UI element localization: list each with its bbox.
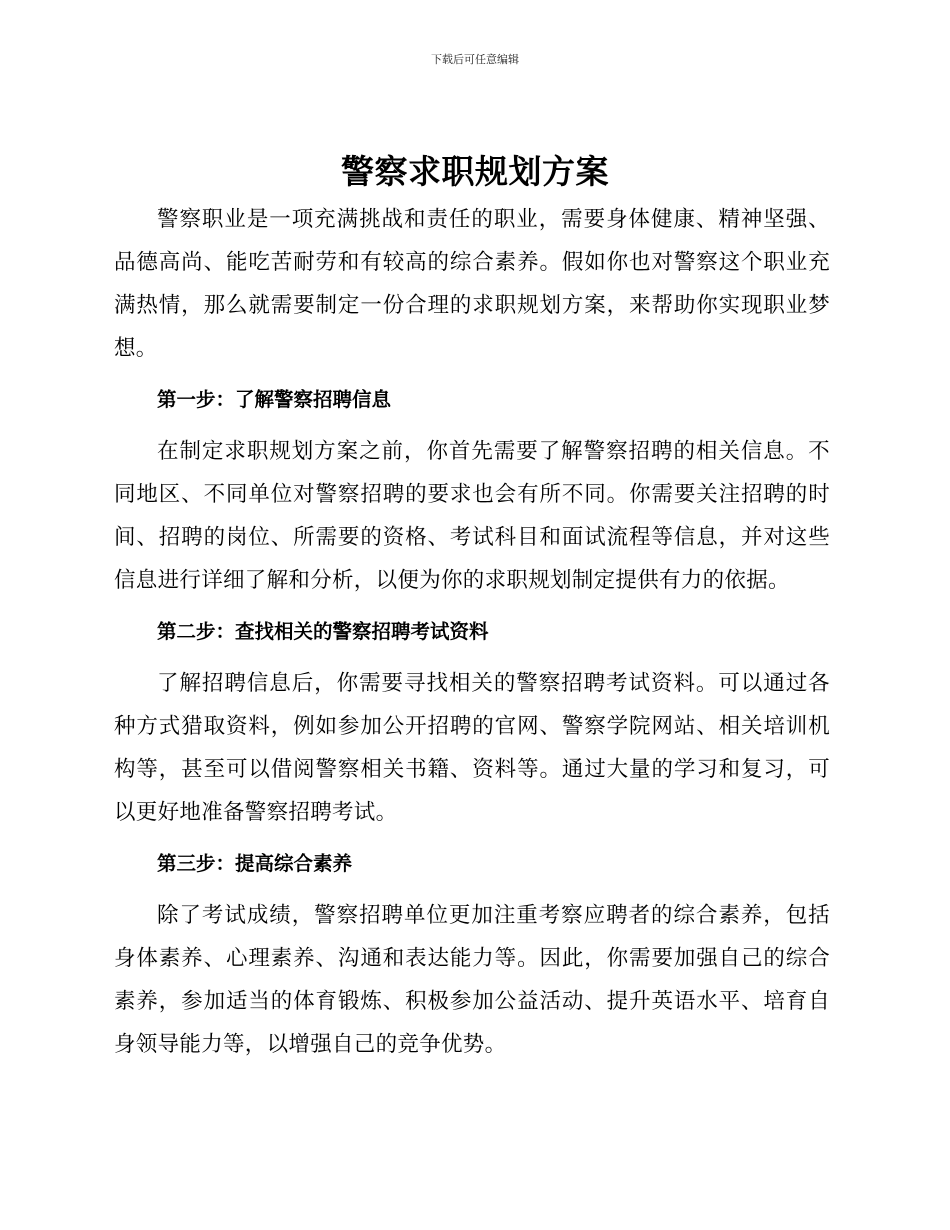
document-title: 警察求职规划方案 bbox=[341, 152, 609, 191]
step-2-heading: 第二步：查找相关的警察招聘考试资料 bbox=[157, 620, 489, 643]
header-note: 下载后可任意编辑 bbox=[431, 53, 519, 66]
intro-paragraph: 警察职业是一项充满挑战和责任的职业，需要身体健康、精神坚强、品德高尚、能吃苦耐劳和有较高的综合素养。假如你也对警察这个职业充满热情，那么就需要制定一份合理的求职规划方案，来帮助你实现职业梦想。 bbox=[114, 207, 830, 361]
step-3-paragraph: 除了考试成绩，警察招聘单位更加注重考察应聘者的综合素养，包括身体素养、心理素养、沟通和表达能力等。因此，你需要加强自己的综合素养，参加适当的体育锻炼、积极参加公益活动、提升英语水平、培育自身领导能力等，以增强自己的竞争优势。 bbox=[114, 903, 830, 1057]
step-2-paragraph: 了解招聘信息后，你需要寻找相关的警察招聘考试资料。可以通过各种方式猎取资料，例如参加公开招聘的官网、警察学院网站、相关培训机构等，甚至可以借阅警察相关书籍、资料等。通过大量的学习和复习，可以更好地准备警察招聘考试。 bbox=[114, 671, 830, 825]
step-3-heading: 第三步：提高综合素养 bbox=[157, 852, 353, 875]
step-1-heading: 第一步：了解警察招聘信息 bbox=[157, 388, 392, 411]
document-body bbox=[114, 198, 830, 1066]
step-1-paragraph: 在制定求职规划方案之前，你首先需要了解警察招聘的相关信息。不同地区、不同单位对警察招聘的要求也会有所不同。你需要关注招聘的时间、招聘的岗位、所需要的资格、考试科目和面试流程等信息，并对这些信息进行详细了解和分析，以便为你的求职规划制定提供有力的依据。 bbox=[114, 439, 830, 593]
